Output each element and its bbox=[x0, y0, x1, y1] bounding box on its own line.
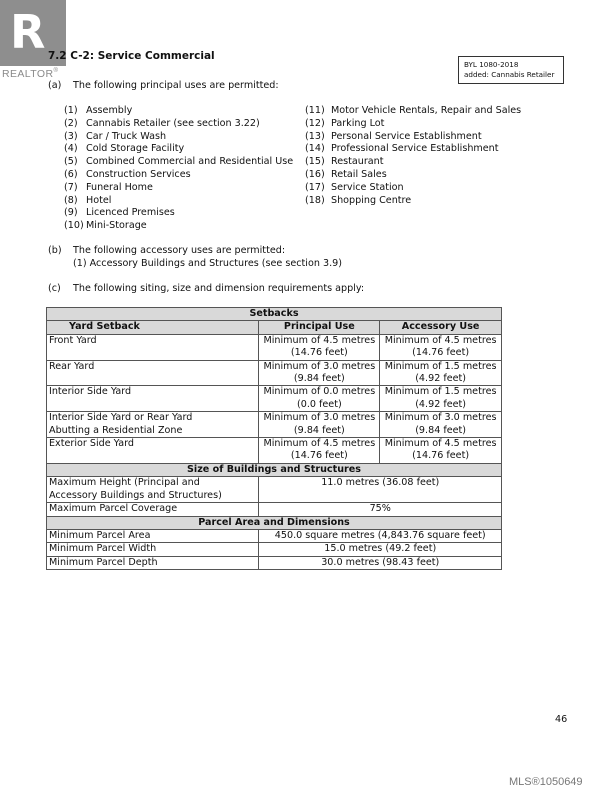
col-yard-setback: Yard Setback bbox=[47, 321, 259, 334]
list-item-number: (7) bbox=[64, 181, 78, 193]
part-c-text: The following siting, size and dimension requirements apply: bbox=[73, 283, 365, 294]
list-item-number: (1) bbox=[64, 105, 78, 116]
list-item-number: (10) bbox=[64, 220, 84, 232]
accessory-use-item: (1) Accessory Buildings and Structures (see section 3.9) bbox=[73, 258, 342, 269]
setback-label: Interior Side Yard bbox=[47, 386, 259, 412]
table-row bbox=[47, 529, 502, 542]
list-item-text: Retail Sales bbox=[331, 168, 387, 180]
list-item-number: (16) bbox=[305, 168, 325, 180]
list-item-text: Service Station bbox=[331, 181, 404, 193]
list-item-number: (2) bbox=[64, 117, 78, 129]
list-item bbox=[305, 182, 521, 195]
list-item-number: (5) bbox=[64, 156, 78, 168]
bylaw-note-line1: BYL 1080-2018 bbox=[464, 60, 519, 69]
part-b-text: The following accessory uses are permitted: bbox=[73, 245, 286, 256]
list-item bbox=[305, 195, 521, 208]
part-a-text: The following principal uses are permitted: bbox=[73, 80, 279, 91]
table-row bbox=[47, 334, 502, 360]
requirements-table bbox=[46, 307, 502, 570]
section-title: 7.2 C-2: Service Commercial bbox=[48, 50, 215, 62]
page-number: 46 bbox=[555, 714, 568, 725]
list-item bbox=[64, 207, 293, 220]
table-row bbox=[47, 556, 502, 569]
principal-value: Minimum of 3.0 metres (9.84 feet) bbox=[259, 360, 380, 386]
list-item-text: Assembly bbox=[86, 105, 133, 116]
list-item bbox=[305, 143, 521, 156]
part-b-marker: (b) bbox=[48, 245, 62, 256]
col-principal-use: Principal Use bbox=[259, 321, 380, 334]
parcel-value: 450.0 square metres (4,843.76 square feet) bbox=[259, 529, 502, 542]
principal-value: Minimum of 4.5 metres (14.76 feet) bbox=[259, 334, 380, 360]
list-item bbox=[64, 220, 293, 233]
list-item bbox=[64, 182, 293, 195]
list-item-text: Cold Storage Facility bbox=[86, 143, 185, 155]
column-header-row bbox=[47, 321, 502, 334]
parcel-value: 15.0 metres (49.2 feet) bbox=[259, 543, 502, 556]
max-coverage-value: 75% bbox=[259, 503, 502, 516]
list-item-number: (13) bbox=[305, 130, 325, 142]
bylaw-note-line2: added: Cannabis Retailer bbox=[464, 70, 555, 79]
list-item-number: (3) bbox=[64, 130, 78, 142]
size-header-row bbox=[47, 463, 502, 476]
table-row bbox=[47, 503, 502, 516]
list-item bbox=[64, 143, 293, 156]
principal-value: Minimum of 0.0 metres (0.0 feet) bbox=[259, 386, 380, 412]
size-header: Size of Buildings and Structures bbox=[47, 463, 502, 476]
list-item-number: (8) bbox=[64, 194, 78, 206]
list-item-text: Personal Service Establishment bbox=[331, 130, 482, 142]
list-item bbox=[305, 118, 521, 131]
realtor-watermark: REALTOR® bbox=[2, 68, 59, 80]
list-item bbox=[64, 156, 293, 169]
list-item-text: Licenced Premises bbox=[86, 207, 175, 219]
setback-label: Exterior Side Yard bbox=[47, 438, 259, 464]
principal-value: Minimum of 4.5 metres (14.76 feet) bbox=[259, 438, 380, 464]
list-item-text: Construction Services bbox=[86, 168, 191, 180]
list-item-text: Cannabis Retailer (see section 3.22) bbox=[86, 117, 260, 129]
parcel-value: 30.0 metres (98.43 feet) bbox=[259, 556, 502, 569]
list-item bbox=[64, 131, 293, 144]
parcel-header: Parcel Area and Dimensions bbox=[47, 516, 502, 529]
parcel-label: Minimum Parcel Area bbox=[47, 529, 259, 542]
list-item bbox=[305, 156, 521, 169]
table-row bbox=[47, 477, 502, 503]
part-a-marker: (a) bbox=[48, 80, 62, 91]
setback-label: Front Yard bbox=[47, 334, 259, 360]
table-row bbox=[47, 386, 502, 412]
bylaw-note bbox=[458, 56, 564, 84]
setbacks-header: Setbacks bbox=[47, 308, 502, 321]
list-item-number: (6) bbox=[64, 168, 78, 180]
table-row bbox=[47, 438, 502, 464]
part-c-marker: (c) bbox=[48, 283, 61, 294]
table-row bbox=[47, 412, 502, 438]
list-item bbox=[305, 105, 521, 118]
table-row bbox=[47, 543, 502, 556]
accessory-value: Minimum of 4.5 metres (14.76 feet) bbox=[380, 438, 502, 464]
list-item-text: Shopping Centre bbox=[331, 194, 412, 206]
list-item-number: (14) bbox=[305, 143, 325, 155]
max-height-label: Maximum Height (Principal and Accessory Buildings and Structures) bbox=[47, 477, 259, 503]
parcel-label: Minimum Parcel Width bbox=[47, 543, 259, 556]
list-item bbox=[64, 118, 293, 131]
list-item-text: Combined Commercial and Residential Use bbox=[86, 156, 294, 168]
list-item-number: (11) bbox=[305, 105, 325, 116]
principal-uses-left-list bbox=[64, 105, 293, 233]
list-item bbox=[64, 169, 293, 182]
accessory-value: Minimum of 4.5 metres (14.76 feet) bbox=[380, 334, 502, 360]
setbacks-header-row bbox=[47, 308, 502, 321]
list-item bbox=[64, 105, 293, 118]
list-item-number: (4) bbox=[64, 143, 78, 155]
list-item-text: Restaurant bbox=[331, 156, 384, 168]
list-item-text: Car / Truck Wash bbox=[86, 130, 167, 142]
list-item-text: Funeral Home bbox=[86, 181, 153, 193]
parcel-header-row bbox=[47, 516, 502, 529]
list-item-text: Motor Vehicle Rentals, Repair and Sales bbox=[331, 105, 522, 116]
principal-value: Minimum of 3.0 metres (9.84 feet) bbox=[259, 412, 380, 438]
mls-watermark: MLS®1050649 bbox=[509, 776, 583, 788]
list-item bbox=[305, 131, 521, 144]
list-item bbox=[64, 195, 293, 208]
list-item-number: (15) bbox=[305, 156, 325, 168]
setback-label: Interior Side Yard or Rear Yard Abutting a Residential Zone bbox=[47, 412, 259, 438]
list-item-number: (12) bbox=[305, 117, 325, 129]
list-item-number: (17) bbox=[305, 181, 325, 193]
list-item-text: Professional Service Establishment bbox=[331, 143, 499, 155]
max-height-value: 11.0 metres (36.08 feet) bbox=[259, 477, 502, 503]
list-item-text: Parking Lot bbox=[331, 117, 385, 129]
table-row bbox=[47, 360, 502, 386]
list-item-number: (9) bbox=[64, 207, 78, 219]
accessory-value: Minimum of 1.5 metres (4.92 feet) bbox=[380, 386, 502, 412]
accessory-value: Minimum of 3.0 metres (9.84 feet) bbox=[380, 412, 502, 438]
realtor-r-icon: R bbox=[10, 5, 46, 59]
principal-uses-right-list bbox=[305, 105, 521, 207]
parcel-label: Minimum Parcel Depth bbox=[47, 556, 259, 569]
list-item-text: Hotel bbox=[86, 194, 112, 206]
col-accessory-use: Accessory Use bbox=[380, 321, 502, 334]
accessory-value: Minimum of 1.5 metres (4.92 feet) bbox=[380, 360, 502, 386]
list-item-text: Mini-Storage bbox=[86, 220, 147, 232]
setback-label: Rear Yard bbox=[47, 360, 259, 386]
max-coverage-label: Maximum Parcel Coverage bbox=[47, 503, 259, 516]
list-item-number: (18) bbox=[305, 194, 325, 206]
list-item bbox=[305, 169, 521, 182]
